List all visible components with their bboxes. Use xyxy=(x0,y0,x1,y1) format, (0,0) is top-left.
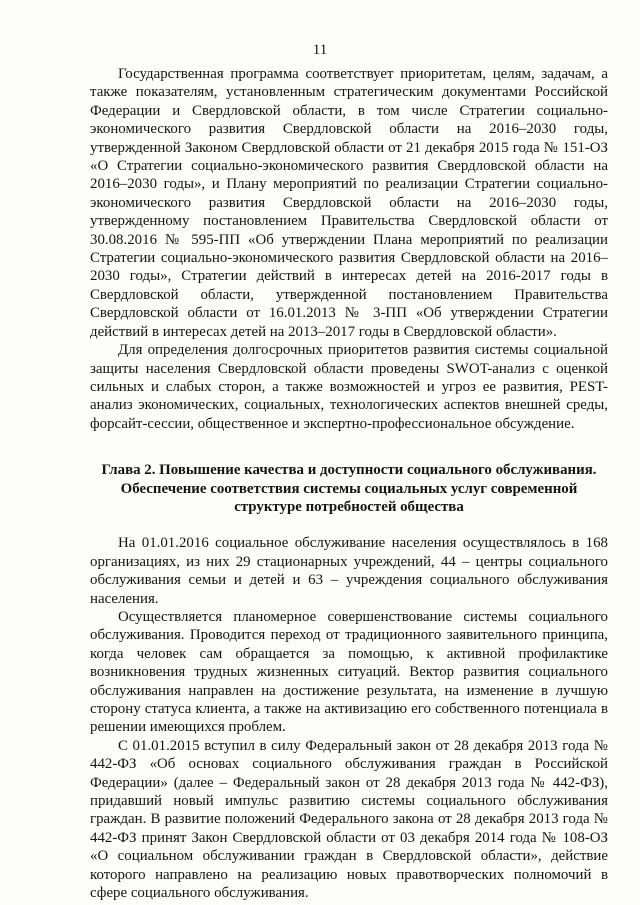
document-body xyxy=(90,65,608,902)
paragraph-system-improvement: Осуществляется планомерное совершенствование системы социального обслуживания. Проводится переход от традиционного заявительного принципа, когда человек сам обращается за помощью, к активной профилактике возникновения трудных жизненных ситуаций. Вектор развития социального обслуживания направлен на достижение результата, на изменение в лучшую сторону статуса клиента, а также на активизацию его собственного потенциала в решении имеющихся проблем. xyxy=(90,608,608,736)
paragraph-analysis-methods: Для определения долгосрочных приоритетов развития системы социальной защиты населения Свердловской области проведены SWOT-анализ с оценкой сильных и слабых сторон, а также возможностей и угроз ее развития, PEST-анализ экономических, социальных, технологических аспектов внешней среды, форсайт-сессии, общественное и экспертно-профессиональное обсуждение. xyxy=(90,342,608,432)
chapter-heading xyxy=(90,461,608,516)
paragraph-strategy-alignment: Государственная программа соответствует приоритетам, целям, задачам, а также показателям, установленным стратегическим документами Российской Федерации и Свердловской области, в том числе Стратегии социально-экономического развития Свердловской области на 2016–2030 годы, утвержденной Законом Свердловской области от 21 декабря 2015 года № 151-ОЗ «О Стратегии социально-экономического развития Свердловской области на 2016–2030 годы», и Плану мероприятий по реализации Стратегии социально-экономического развития Свердловской области на 2016–2030 годы, утвержденному постановлением Правительства Свердловской области от 30.08.2016 № 595-ПП «Об утверждении Плана мероприятий по реализации Стратегии социально-экономического развития Свердловской области на 2016–2030 годы», Стратегии действий в интересах детей на 2016-2017 годы в Свердловской области, утвержденной постановлением Правительства Свердловской области от 16.01.2013 № 3-ПП «Об утверждении Стратегии действий в интересах детей на 2013–2017 годы в Свердловской области». xyxy=(90,66,608,340)
chapter-heading-line-2: Обеспечение соответствия системы социальных услуг современной xyxy=(120,480,578,497)
paragraph-organizations-count: На 01.01.2016 социальное обслуживание населения осуществлялось в 168 организациях, из них 29 стационарных учреждений, 44 – центры социального обслуживания семьи и детей и 63 – учреждения социального обслуживания населения. xyxy=(90,535,608,607)
paragraph-federal-law: С 01.01.2015 вступил в силу Федеральный закон от 28 декабря 2013 года № 442-ФЗ «Об основах социального обслуживания граждан в Российской Федерации» (далее – Федеральный закон от 28 декабря 2013 года № 442-ФЗ), придавший новый импульс развитию системы социального обслуживания граждан. В развитие положений Федерального закона от 28 декабря 2013 года № 442-ФЗ принят Закон Свердловской области от 03 декабря 2014 года № 108-ОЗ «О социальном обслуживании граждан в Свердловской области», действие которого направлено на реализацию новых правотворческих полномочий в сфере социального обслуживания. xyxy=(90,737,608,902)
chapter-heading-line-3: структуре потребностей общества xyxy=(234,498,464,515)
chapter-heading-line-1: Глава 2. Повышение качества и доступности социального обслуживания. xyxy=(101,462,597,479)
page-number: 11 xyxy=(312,42,328,58)
